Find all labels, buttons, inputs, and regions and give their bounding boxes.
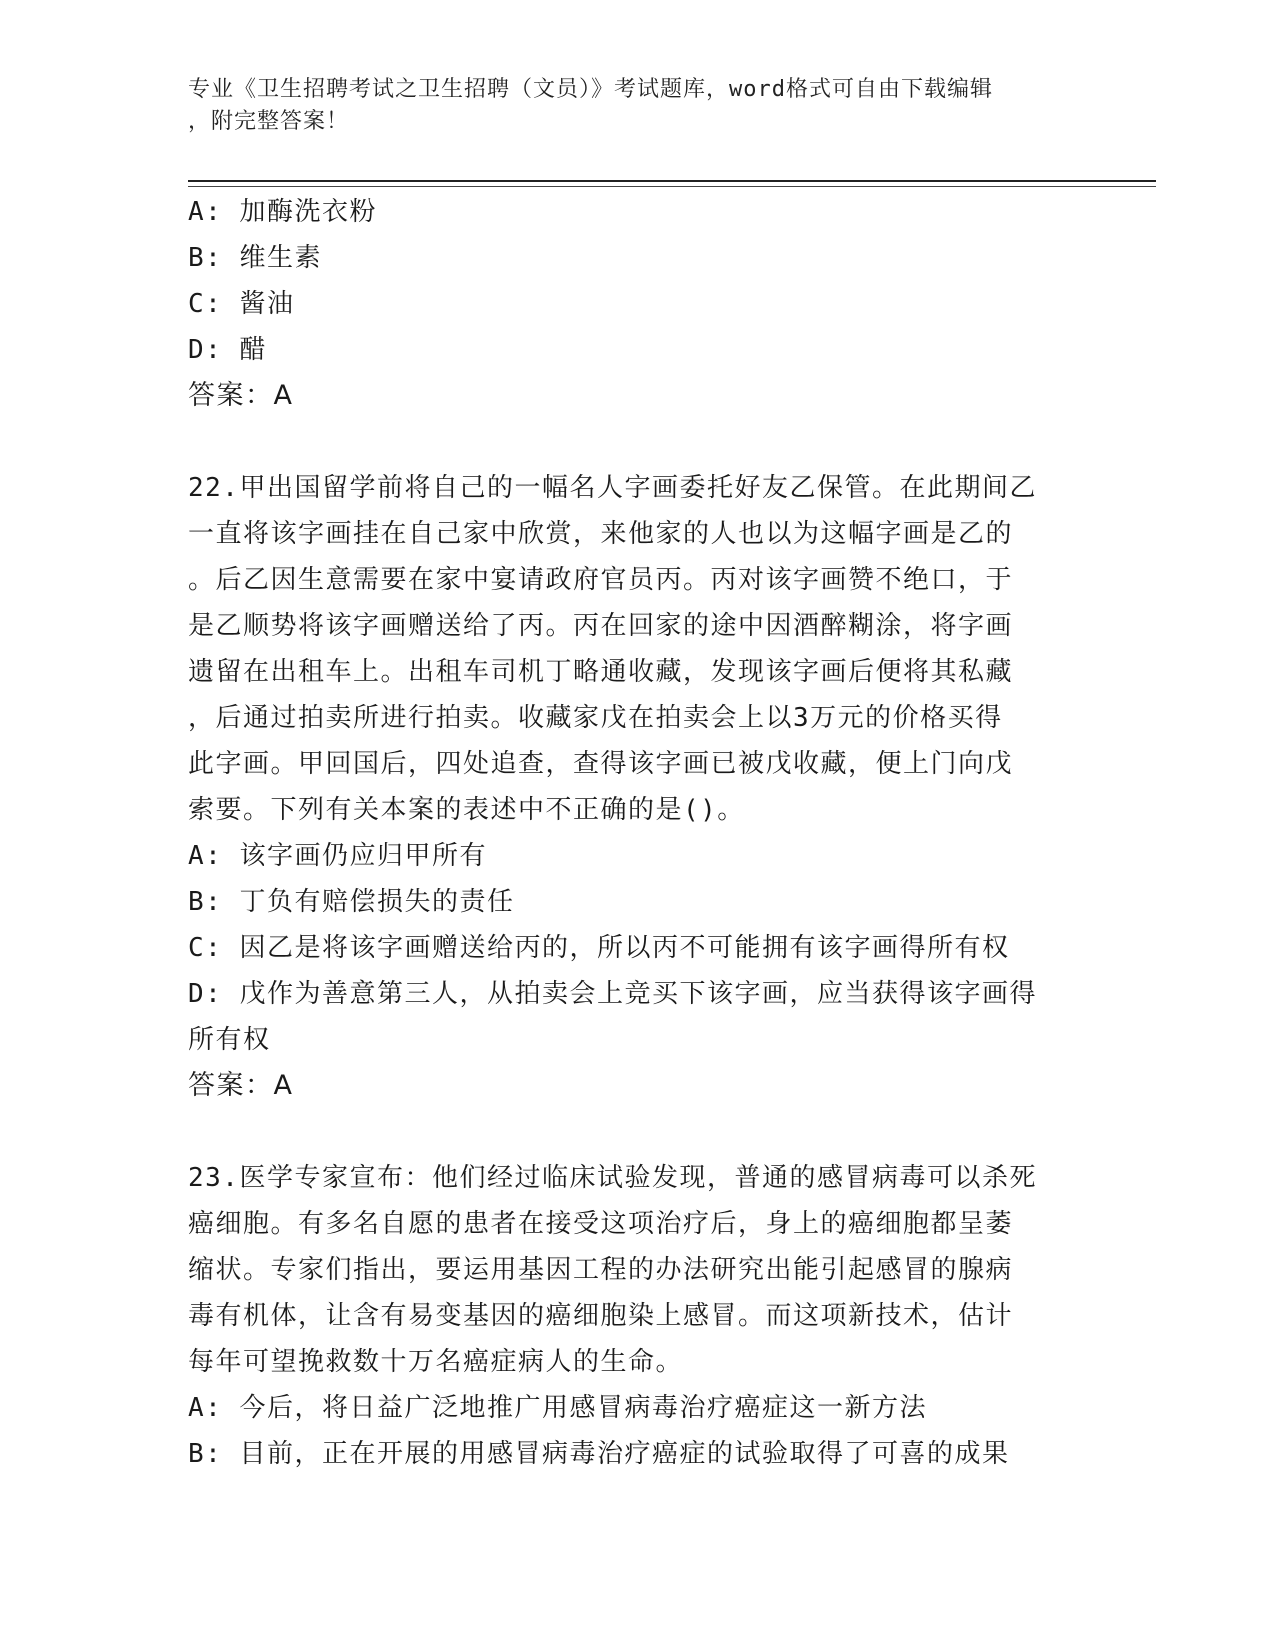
spacer xyxy=(188,1109,1078,1155)
question-stem-line: 此字画。甲回国后，四处追查，查得该字画已被戊收藏，便上门向戊 xyxy=(188,749,1014,779)
document-header xyxy=(188,74,1088,138)
question-stem-line: 。后乙因生意需要在家中宴请政府官员丙。丙对该字画赞不绝口，于 xyxy=(188,565,1014,595)
question-stem-line: 缩状。专家们指出，要运用基因工程的办法研究出能引起感冒的腺病 xyxy=(188,1255,1014,1285)
question-21 xyxy=(188,189,1078,419)
option-d: D: 醋 xyxy=(188,335,267,365)
answer-line: 答案：A xyxy=(188,1070,294,1101)
option-a: A: 加酶洗衣粉 xyxy=(188,197,377,227)
question-stem-line: 每年可望挽救数十万名癌症病人的生命。 xyxy=(188,1347,684,1377)
option-b: B: 维生素 xyxy=(188,243,322,273)
option-a: A: 该字画仍应归甲所有 xyxy=(188,841,487,871)
question-stem-line: 22.甲出国留学前将自己的一幅名人字画委托好友乙保管。在此期间乙 xyxy=(188,473,1037,503)
spacer xyxy=(188,419,1078,465)
question-stem-line: 索要。下列有关本案的表述中不正确的是()。 xyxy=(188,795,745,825)
option-c: C: 酱油 xyxy=(188,289,295,319)
option-a: A: 今后，将日益广泛地推广用感冒病毒治疗癌症这一新方法 xyxy=(188,1393,927,1423)
question-stem-line: 一直将该字画挂在自己家中欣赏，来他家的人也以为这幅字画是乙的 xyxy=(188,519,1014,549)
question-stem-line: 遗留在出租车上。出租车司机丁略通收藏，发现该字画后便将其私藏 xyxy=(188,657,1014,687)
answer-line: 答案：A xyxy=(188,380,294,411)
question-stem-line: 是乙顺势将该字画赠送给了丙。丙在回家的途中因酒醉糊涂，将字画 xyxy=(188,611,1014,641)
option-c: C: 因乙是将该字画赠送给丙的，所以丙不可能拥有该字画得所有权 xyxy=(188,933,1010,963)
option-b: B: 丁负有赔偿损失的责任 xyxy=(188,887,515,917)
question-23 xyxy=(188,1155,1078,1477)
question-stem-line: ，后通过拍卖所进行拍卖。收藏家戊在拍卖会上以3万元的价格买得 xyxy=(188,703,1003,733)
question-stem-line: 23.医学专家宣布：他们经过临床试验发现，普通的感冒病毒可以杀死 xyxy=(188,1163,1037,1193)
question-stem-line: 癌细胞。有多名自愿的患者在接受这项治疗后，身上的癌细胞都呈萎 xyxy=(188,1209,1014,1239)
option-d: D: 戊作为善意第三人，从拍卖会上竞买下该字画，应当获得该字画得 xyxy=(188,979,1037,1009)
option-d-continued: 所有权 xyxy=(188,1025,271,1055)
document-body xyxy=(188,189,1078,1477)
option-b: B: 目前，正在开展的用感冒病毒治疗癌症的试验取得了可喜的成果 xyxy=(188,1439,1010,1469)
question-stem-line: 毒有机体，让含有易变基因的癌细胞染上感冒。而这项新技术，估计 xyxy=(188,1301,1014,1331)
header-rule-thick xyxy=(188,180,1156,182)
header-line-1: 专业《卫生招聘考试之卫生招聘（文员）》考试题库，word格式可自由下载编辑 xyxy=(188,77,993,102)
header-line-2: ，附完整答案！ xyxy=(188,109,350,134)
header-rule-thin xyxy=(188,186,1156,187)
question-22 xyxy=(188,465,1078,1109)
